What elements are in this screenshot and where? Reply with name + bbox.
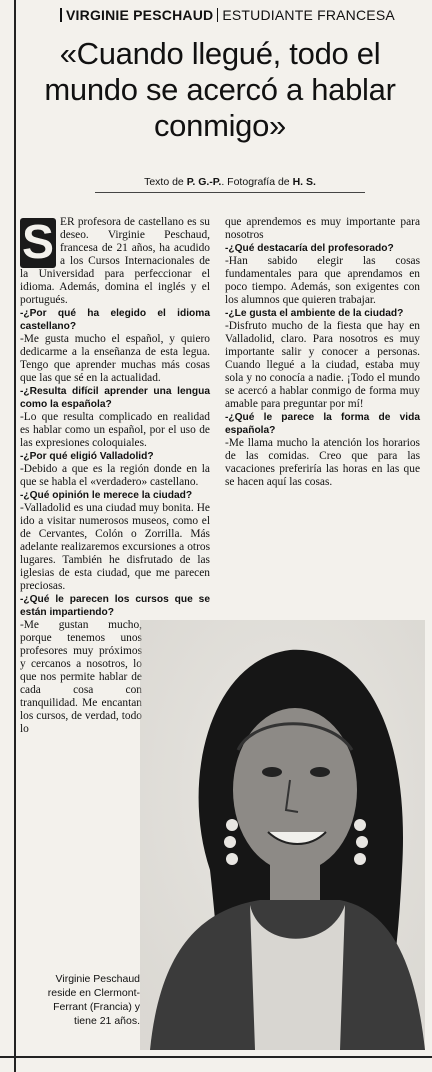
portrait-photo [140, 620, 425, 1050]
answer: -Me gustan mucho, porque tenemos unos profesores muy próximos y cercanos a nosotros, lo que nos permite hablar de cada cosa con tranquilidad. Me encantan los cursos, de verdad, todo lo [20, 619, 142, 735]
question: -¿Le gusta el ambiente de la ciudad? [225, 308, 404, 319]
kicker-bar [60, 8, 62, 22]
credit-photo-author: H. S. [292, 176, 316, 188]
continued-text: que aprendemos es muy importante para nosotros [225, 216, 420, 241]
question: -¿Resulta difícil aprender una lengua como la española? [20, 386, 210, 410]
answer: -Lo que resulta complicado en realidad es hablar como un español, por el uso de las expresiones coloquiales. [20, 411, 210, 449]
answer: -Valladolid es una ciudad muy bonita. He ido a visitar numerosos museos, como el de Cervantes, Colón o Zorrilla. Más adelante realizaremos excursiones a otros lugares. También he disfrutado de las iglesias de esta ciudad, que me parecen preciosas. [20, 502, 210, 592]
credit-rule [95, 192, 365, 193]
kicker-role: ESTUDIANTE FRANCESA [222, 7, 395, 23]
answer: -Me llama mucho la atención los horarios de las comidas. Creo que para las vacaciones preferiría las horas en las que se hacen aquí las cosas. [225, 437, 420, 488]
question: -¿Qué opinión le merece la ciudad? [20, 490, 193, 501]
question: -¿Qué le parecen los cursos que se están impartiendo? [20, 594, 210, 618]
photo-caption: Virginie Peschaud reside en Clermont-Ferrant (Francia) y tiene 21 años. [47, 973, 140, 1027]
kicker [60, 7, 400, 23]
intro-paragraph [20, 216, 210, 307]
answer: -Han sabido elegir las cosas fundamentales para que aprendamos en poco tiempo. Además, son exigentes con los alumnos que quieren trabajar. [225, 255, 420, 306]
credit-line [80, 176, 380, 188]
dropcap: S [21, 216, 54, 269]
question: -¿Qué destacaría del profesorado? [225, 243, 394, 254]
question: -¿Qué le parece la forma de vida española? [225, 412, 420, 436]
question: -¿Por qué eligió Valladolid? [20, 451, 154, 462]
credit-photo-prefix: . Fotografía de [221, 176, 290, 188]
question: -¿Por qué ha elegido el idioma castellano? [20, 308, 210, 332]
headline: «Cuando llegué, todo el mundo se acercó a hablar conmigo» [44, 36, 396, 143]
column-rule [14, 0, 16, 1072]
credit-text-author: P. G.-P. [186, 176, 222, 188]
kicker-name: VIRGINIE PESCHAUD [66, 7, 214, 23]
answer: -Debido a que es la región donde en la que se habla el «verdadero» castellano. [20, 463, 210, 488]
answer: -Me gusta mucho el español, y quiero dedicarme a la enseñanza de esta legua. Tengo que aprender muchas más cosas que las que sé en la actualidad. [20, 333, 210, 384]
answer: -Disfruto mucho de la fiesta que hay en Valladolid, claro. Para nosotros es muy importante salir y conocer a personas. Cuando llegué a la ciudad, estaba muy sola y no conocía a nadie. ¡Todo el mundo se acercó a hablar conmigo de forma muy amable para preguntar por mí! [225, 320, 420, 410]
credit-text-prefix: Texto de [144, 176, 184, 188]
article-column-2 [225, 216, 420, 489]
intro-text: ER profesora de castellano es su deseo. Virginie Peschaud, francesa de 21 años, ha acudido a los Cursos Internacionales de la Universidad para perfeccionar el idioma. Además, domina el inglés y el portugués. [20, 216, 210, 306]
kicker-separator [217, 8, 218, 22]
bottom-rule [0, 1056, 432, 1058]
